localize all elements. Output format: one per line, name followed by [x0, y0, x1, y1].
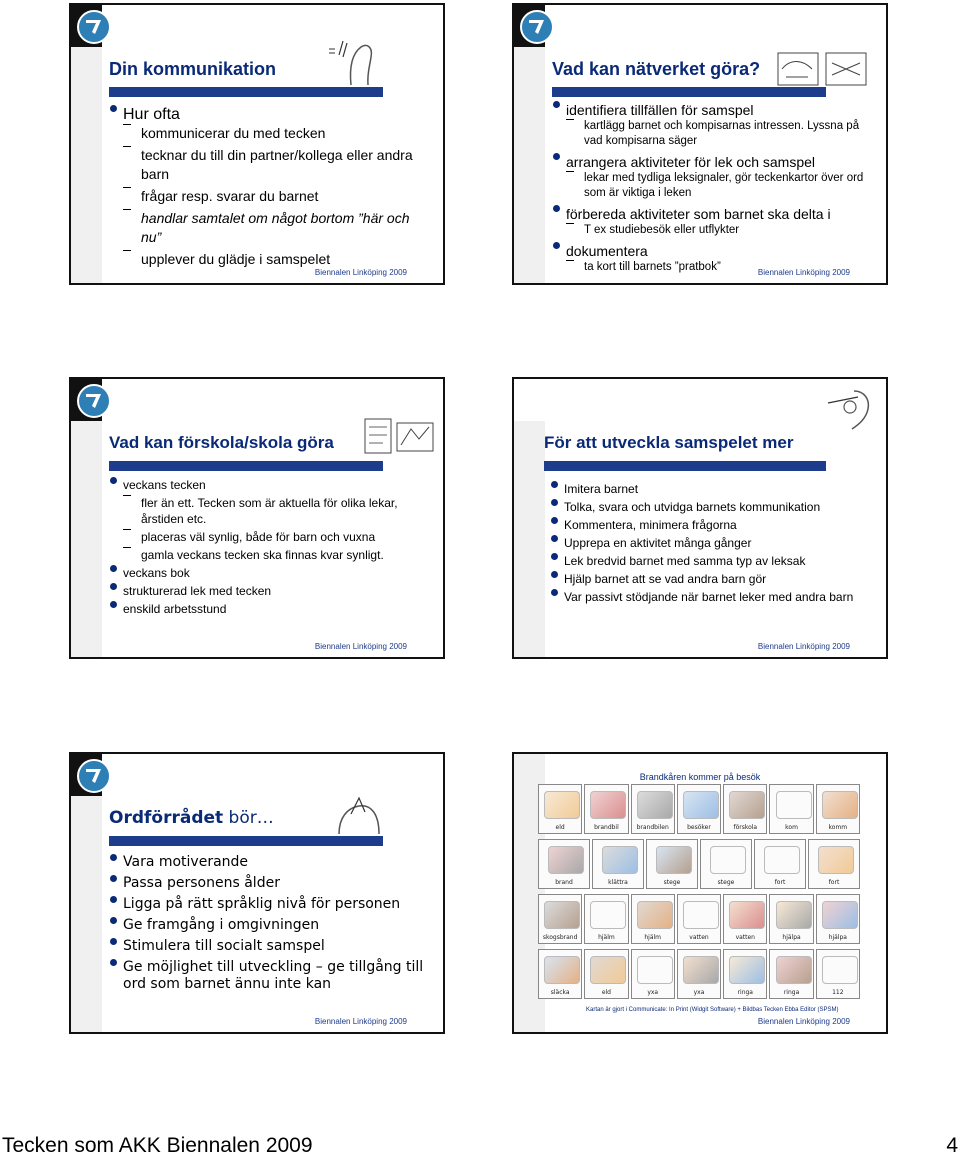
symbol-picture-icon [764, 846, 800, 874]
symbol-picture-icon [822, 901, 858, 929]
bullet-item: enskild arbetsstund [109, 601, 429, 617]
symbol-label: vatten [735, 934, 755, 941]
symbol-card [584, 949, 628, 999]
title-underline [109, 87, 383, 97]
symbol-map-grid [538, 784, 860, 998]
symbol-picture-icon [710, 846, 746, 874]
symbol-label: yxa [693, 989, 705, 996]
symbol-picture-icon [544, 901, 580, 929]
bullet-item: Vara motiverande [109, 854, 429, 871]
symbol-picture-icon [544, 956, 580, 984]
symbol-picture-icon [818, 846, 854, 874]
symbol-label: besöker [687, 824, 711, 831]
symbol-card [677, 784, 721, 834]
sign-hand-icon [814, 385, 876, 435]
slide-footer: Biennalen Linköping 2009 [314, 1017, 407, 1026]
symbol-picture-icon [637, 791, 673, 819]
symbol-label: ringa [783, 989, 800, 996]
symbol-label: komm [828, 824, 848, 831]
symbol-label: hjälpa [828, 934, 847, 941]
symbol-picture-icon [776, 901, 812, 929]
biennalen-logo-icon [77, 759, 111, 793]
symbol-card [769, 949, 813, 999]
symbol-card [677, 894, 721, 944]
symbol-card [769, 894, 813, 944]
slide-footer: Biennalen Linköping 2009 [314, 268, 407, 277]
symbol-card [538, 949, 582, 999]
symbol-label: vatten [689, 934, 709, 941]
symbol-picture-icon [683, 956, 719, 984]
slide-topbar [514, 5, 886, 47]
biennalen-logo-icon [520, 10, 554, 44]
sub-bullet-item: frågar resp. svarar du barnet [109, 187, 429, 206]
sub-bullet-item: fler än ett. Tecken som är aktuella för olika lekar, årstiden etc. [109, 495, 429, 527]
slide-footer: Biennalen Linköping 2009 [757, 268, 850, 277]
symbol-label: 112 [832, 989, 844, 996]
symbol-label: eld [555, 824, 565, 831]
sub-bullet-item: T ex studiebesök eller utflykter [552, 223, 872, 238]
symbol-label: stege [663, 879, 681, 886]
slide-title: Vad kan nätverket göra? [552, 59, 761, 79]
symbol-card [631, 949, 675, 999]
title-bold: Ordförrådet [109, 808, 224, 828]
symbol-picture-icon [590, 901, 626, 929]
symbol-picture-icon [729, 956, 765, 984]
slide-brandkaren-kommer [512, 752, 888, 1034]
symbol-picture-icon [683, 791, 719, 819]
symbol-card [723, 894, 767, 944]
sign-pictogram-icon [776, 49, 872, 93]
symbol-label: brandbilen [636, 824, 669, 831]
sign-pictogram-icon [363, 415, 437, 457]
symbol-card [592, 839, 644, 889]
biennalen-logo-icon [77, 10, 111, 44]
sub-bullet-item: handlar samtalet om något bortom ”här och nu” [109, 209, 429, 247]
biennalen-logo-icon [77, 384, 111, 418]
symbol-picture-icon [822, 791, 858, 819]
sub-bullet-item: ta kort till barnets ”pratbok” [552, 260, 872, 275]
bullet-item: Stimulera till socialt samspel [109, 938, 429, 955]
slide-vad-kan-forskola-gora [69, 377, 445, 659]
symbol-picture-icon [729, 791, 765, 819]
symbol-picture-icon [637, 956, 673, 984]
slide-topbar [71, 5, 443, 47]
bullet-item: strukturerad lek med tecken [109, 583, 429, 599]
symbol-card [538, 784, 582, 834]
symbol-label: släcka [550, 989, 570, 996]
slide-content [550, 481, 872, 605]
symbol-picture-icon [729, 901, 765, 929]
bullet-item: Lek bredvid barnet med samma typ av leksak [550, 553, 872, 569]
sub-bullet-item: kommunicerar du med tecken [109, 124, 429, 143]
bullet-item: förbereda aktiviteter som barnet ska delta i [552, 205, 872, 223]
title-underline [109, 461, 383, 471]
slide-title: Vad kan förskola/skola göra [109, 433, 334, 452]
symbol-label: ringa [737, 989, 753, 996]
slide-content [109, 854, 429, 993]
bullet-item: dokumentera [552, 242, 872, 260]
symbol-picture-icon [602, 846, 638, 874]
symbol-card [538, 894, 582, 944]
symbol-card [646, 839, 698, 889]
bullet-item: veckans tecken [109, 477, 429, 493]
symbol-label: stege [717, 879, 735, 886]
symbol-card [723, 784, 767, 834]
sign-hand-icon [329, 788, 389, 836]
bullet-item: Hjälp barnet att se vad andra barn gör [550, 571, 872, 587]
symbol-card [538, 839, 590, 889]
bullet-item: Tolka, svara och utvidga barnets kommunikation [550, 499, 872, 515]
slide-footer: Biennalen Linköping 2009 [757, 1017, 850, 1026]
sub-bullet-item: upplever du glädje i samspelet [109, 250, 429, 269]
sub-bullet-item: tecknar du till din partner/kollega eller andra barn [109, 146, 429, 184]
bullet-item: Ligga på rätt språklig nivå för personen [109, 896, 429, 913]
symbol-picture-icon [776, 956, 812, 984]
symbol-card [754, 839, 806, 889]
symbol-card [677, 949, 721, 999]
symbol-label: kom [785, 824, 798, 831]
symbol-card [700, 839, 752, 889]
title-rest: bör… [223, 808, 274, 828]
symbol-card [584, 784, 628, 834]
slide-content [109, 105, 429, 269]
symbol-label: fort [774, 879, 786, 886]
slide-title: Din kommunikation [109, 59, 277, 79]
bullet-item: Var passivt stödjande när barnet leker med andra barn [550, 589, 872, 605]
symbol-label: förskola [733, 824, 758, 831]
page-number: 4 [946, 1134, 958, 1157]
symbol-label: eld [601, 989, 611, 996]
symbol-label: brand [555, 879, 573, 886]
symbol-label: klättra [608, 879, 628, 886]
page-footer-title: Tecken som AKK Biennalen 2009 [2, 1134, 313, 1157]
symbol-card [723, 949, 767, 999]
symbol-map-credit: Kartan är gjort i Communicate: In Print (Widgit Software) + Bildbas Tecken Ebba Editor (SPSM) [586, 1007, 839, 1013]
slide-for-att-utveckla-samspelet [512, 377, 888, 659]
slide-din-kommunikation [69, 3, 445, 285]
bullet-item: arrangera aktiviteter för lek och samspel [552, 153, 872, 171]
title-underline [109, 836, 383, 846]
symbol-card [631, 894, 675, 944]
bullet-item: Passa personens ålder [109, 875, 429, 892]
symbol-card [631, 784, 675, 834]
symbol-card [584, 894, 628, 944]
slide-content [109, 477, 429, 617]
symbol-card [816, 894, 860, 944]
symbol-label: skogsbrand [542, 934, 578, 941]
symbol-picture-icon [590, 791, 626, 819]
symbol-picture-icon [637, 901, 673, 929]
sub-bullet-item: lekar med tydliga leksignaler, gör teckenkartor över ord som är viktiga i leken [552, 171, 872, 201]
symbol-label: hjälm [644, 934, 662, 941]
symbol-card [808, 839, 860, 889]
sign-hand-icon [321, 35, 383, 87]
symbol-card [816, 949, 860, 999]
title-underline [544, 461, 826, 471]
bullet-item: Imitera barnet [550, 481, 872, 497]
sub-bullet-item: kartlägg barnet och kompisarnas intressen. Lyssna på vad kompisarna säger [552, 119, 872, 149]
slide-title: För att utveckla samspelet mer [544, 433, 794, 452]
sub-bullet-item: gamla veckans tecken ska finnas kvar synligt. [109, 547, 429, 563]
symbol-picture-icon [548, 846, 584, 874]
symbol-label: fort [828, 879, 840, 886]
bullet-item: Hur ofta [109, 105, 429, 124]
bullet-item: Upprepa en aktivitet många gånger [550, 535, 872, 551]
slide-ordforradet-bor [69, 752, 445, 1034]
symbol-picture-icon [544, 791, 580, 819]
symbol-picture-icon [683, 901, 719, 929]
symbol-card [816, 784, 860, 834]
symbol-card [769, 784, 813, 834]
symbol-label: yxa [647, 989, 659, 996]
symbol-label: brandbil [594, 824, 619, 831]
symbol-label: hjälpa [782, 934, 801, 941]
symbol-picture-icon [776, 791, 812, 819]
slide-vad-kan-natverket-gora [512, 3, 888, 285]
symbol-picture-icon [590, 956, 626, 984]
slide-footer: Biennalen Linköping 2009 [314, 642, 407, 651]
bullet-item: veckans bok [109, 565, 429, 581]
slide-footer: Biennalen Linköping 2009 [757, 642, 850, 651]
bullet-item: identifiera tillfällen för samspel [552, 101, 872, 119]
symbol-label: hjälm [598, 934, 615, 941]
slide-title [109, 808, 274, 828]
bullet-item: Ge möjlighet till utveckling – ge tillgång till ord som barnet ännu inte kan [109, 959, 429, 993]
symbol-map-heading: Brandkåren kommer på besök [639, 772, 761, 782]
bullet-item: Ge framgång i omgivningen [109, 917, 429, 934]
symbol-picture-icon [822, 956, 858, 984]
slide-content [552, 101, 872, 275]
sub-bullet-item: placeras väl synlig, både för barn och vuxna [109, 529, 429, 545]
bullet-item: Kommentera, minimera frågorna [550, 517, 872, 533]
symbol-picture-icon [656, 846, 692, 874]
